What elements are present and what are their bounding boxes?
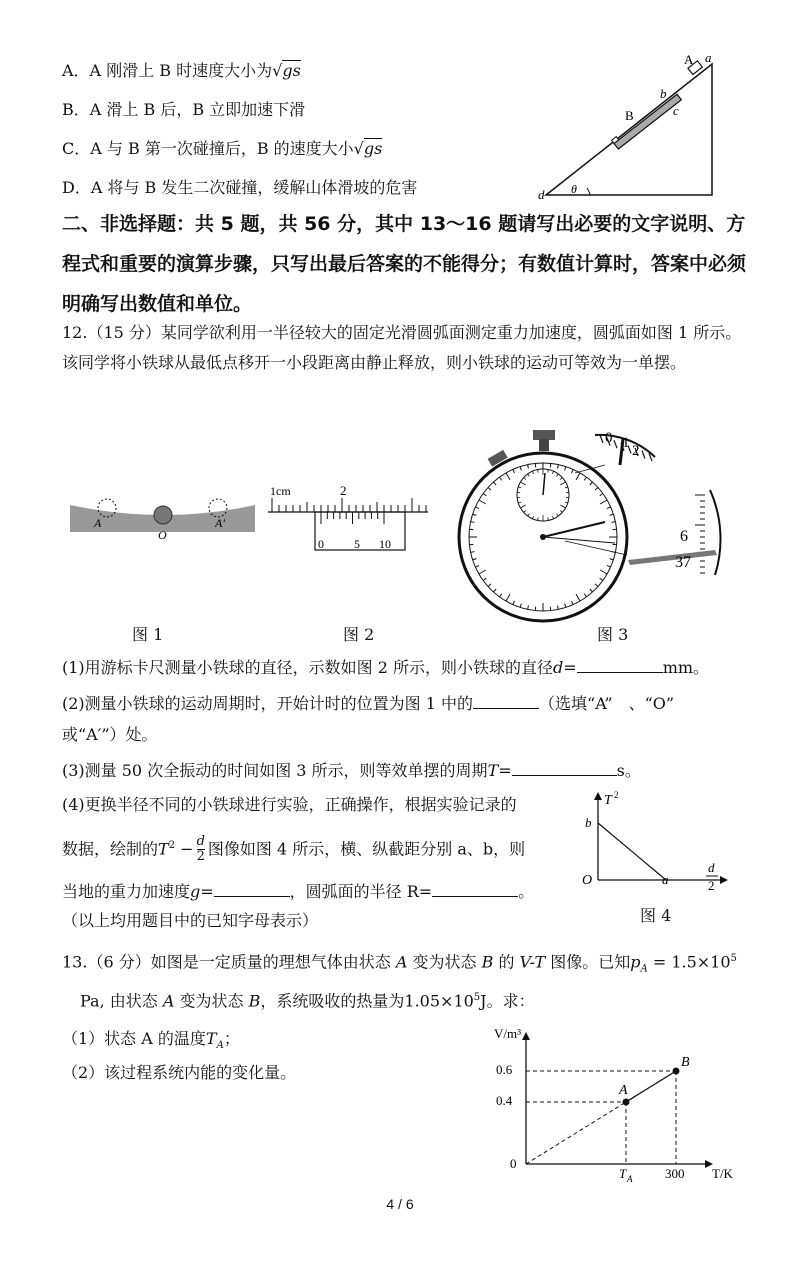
iron-ball [154,506,172,524]
zoom-6: 6 [680,528,688,545]
vt-graph [490,1020,750,1190]
q12-part4-g: g [190,882,201,901]
zoom-1: 1 [622,435,630,451]
zoom-0: 0 [605,430,613,446]
q12-part1 [62,656,709,679]
q13-line2-text-d: J。求： [480,991,535,1011]
q12-part2-line2: 或“A′”）处。 [62,725,158,744]
vt-point-a [623,1099,630,1106]
fig3-stopwatch [465,425,745,625]
sqrt-gs-a-arg: gs [282,61,301,80]
q12-intro: 12.（15 分）某同学欲利用一半径较大的固定光滑圆弧面测定重力加速度，圆弧面如图 1 所示。该同学将小铁球从最低点移开一小段距离由静止释放，则小铁球的运动可等效为一单摆。 [62,323,742,372]
fig4-ylabel: T [604,793,612,808]
fig2-v5: 5 [354,537,360,551]
label-c: c [673,103,679,118]
q12-part4-minus: − [175,839,194,859]
vt-y-arrow [522,1032,530,1040]
fig2-v0: 0 [318,537,324,551]
zoom-second-ticks [695,495,705,573]
answer-blank-start-position[interactable] [473,692,539,709]
q12-part4-line1: (4)更换半径不同的小铁球进行实验，正确操作，根据实验记录的 [62,795,517,814]
fig4-ysup: 2 [614,790,619,800]
vt-tick-TA-sub: A [627,1174,633,1184]
q12-part3-var: T [487,761,499,780]
frac-num: d [196,834,205,850]
label-a: a [705,50,712,65]
sqrt-gs-a: √gs [272,61,301,80]
q13-pA-sub: A [640,963,648,975]
board-b [612,91,682,149]
q13-vt: V-T [519,952,546,972]
label-B: B [625,108,634,123]
q13-line2 [80,987,535,1012]
label-theta: θ [571,182,577,196]
answer-blank-radius[interactable] [432,880,518,897]
answer-blank-diameter[interactable] [577,656,663,673]
q13-line1-text-d: 图像。已知 [550,952,631,972]
q12-part4-line4: （以上均用题目中的已知字母表示） [62,911,319,930]
q12-part2-hint: （选填“A” 、“O” [539,694,675,713]
q12-part1-unit: mm。 [662,658,710,677]
q12-part3 [62,759,641,782]
fig4-xden: 2 [708,878,715,893]
q13-pA: p [630,952,641,972]
fig1-arc-surface [70,490,270,570]
option-a-text: A．A 刚滑上 B 时速度大小为 [62,61,273,80]
sqrt-gs-c: √gs [353,139,383,158]
vt-origin: 0 [510,1156,517,1171]
label-b: b [660,86,667,101]
zoom-2: 2 [632,443,640,459]
option-d: D．A 将与 B 发生二次碰撞，缓解山体滑坡的危害 [62,178,418,197]
q12-part4-R-text: ，圆弧面的半径 R= [289,882,433,901]
q13-line2-text-a: Pa, 由状态 [80,991,158,1011]
fig4-O: O [582,873,593,888]
q13-ask1 [62,1028,240,1057]
q13-ask1-end: ； [223,1029,240,1048]
q12-part2 [62,692,674,715]
q12-part3-eq: = [498,761,512,780]
vt-ylabel: V/m³ [494,1026,522,1041]
q12-part4-line3 [62,880,534,903]
vernier-body [315,512,405,550]
fig4-xnum: d [708,860,715,875]
answer-blank-gravity[interactable] [214,880,290,897]
zoom-second-hand [628,550,717,565]
q13-line2-state-a: A [162,991,175,1011]
q13-line1-text-a: 13.（6 分）如图是一定质量的理想气体由状态 [62,952,391,972]
q13-state-b: B [481,952,494,972]
q13-line2-text-b: 变为状态 [179,991,244,1011]
incline-triangle [546,64,712,195]
crown-stem [539,439,549,451]
incline-figure [0,0,800,210]
theta-arc [587,188,590,195]
q13-ask1-T: T [205,1029,217,1048]
q12-part4-end: 。 [518,882,535,901]
label-A: A [684,52,694,67]
q13-line1-text-c: 的 [498,952,515,972]
q12-part4-g-text: 当地的重力加速度 [62,882,191,901]
q13-line2-text-c: ，系统吸收的热量为 [260,991,405,1011]
vt-label-A: A [619,1083,628,1098]
fig4-x-arrow [720,876,728,884]
q12-part1-eq: = [563,658,577,677]
fraction-d-over-2 [197,835,205,864]
option-b: B．A 滑上 B 后，B 立即加速下滑 [62,100,306,119]
vt-point-b [673,1068,680,1075]
q12-part3-text: (3)测量 50 次全振动的时间如图 3 所示，则等效单摆的周期 [62,761,488,780]
q13-ask1-sub: A [216,1040,224,1052]
fig2-caption: 图 2 [343,625,375,644]
answer-blank-period[interactable] [512,759,617,776]
q13-line1 [62,948,737,981]
vt-xlabel: T/K [712,1166,733,1181]
fig3-caption: 图 3 [597,625,629,644]
q12-part4-line2 [62,835,525,864]
vt-tick-TA: T [619,1166,627,1181]
q13-heat: 1.05×10 [404,991,474,1011]
fig2-vernier [268,480,448,560]
fig4-graph [580,790,740,900]
q13-ask1-text: （1）状态 A 的温度 [62,1029,206,1048]
crown-button [533,430,555,440]
section-2-heading: 二、非选择题：共 5 题，共 56 分，其中 13～16 题请写出必要的文字说明、方程式和重要的演算步骤，只写出最后答案的不能得分；有数值计算时，答案中必须明确写出数值和单位。 [62,213,747,315]
q12-part4-text-b: 图像如图 4 所示，横、纵截距分别 a、b，则 [207,839,526,859]
fig4-caption: 图 4 [640,906,672,925]
label-d: d [538,187,545,202]
fig4-b: b [585,815,592,830]
vt-tick-300: 300 [665,1166,685,1181]
q12-part4-T: T [158,839,169,859]
hand-pivot [540,534,546,540]
zoom-tick [614,440,617,448]
main-scale-ticks [272,498,426,512]
option-c-text: C．A 与 B 第一次碰撞后，B 的速度大小 [62,139,354,158]
fig1-A: A [94,516,102,530]
q13-pA-exp: 5 [730,953,737,964]
fig4-a: a [662,872,669,887]
q12-part4-sup: 2 [168,840,176,851]
fig2-unit: 1cm [270,484,291,498]
q12-part1-text: (1)用游标卡尺测量小铁球的直径，示数如图 2 所示，则小铁球的直径 [62,658,554,677]
fig1-caption: 图 1 [132,625,164,644]
q13-line1-text-b: 变为状态 [412,952,477,972]
vt-tick-04: 0.4 [496,1093,513,1108]
q12-part4-text-a: 数据，绘制的 [62,839,159,859]
vt-segment-ab [626,1071,676,1102]
frac-den: 2 [196,849,205,865]
q13-heat-exp: 5 [473,992,481,1003]
q13-ask2: （2）该过程系统内能的变化量。 [62,1063,297,1082]
vernier-ticks [321,512,384,524]
fig4-line [598,823,666,880]
zoom-tick [642,451,645,459]
page-number: 4 / 6 [386,1196,414,1212]
q13-pA-val: = 1.5×10 [647,952,731,972]
zoom-second-arc [710,490,720,575]
zoom-tick [600,435,603,443]
vt-label-B: B [681,1055,690,1070]
vt-dashed-extension [526,1102,626,1164]
fig1-O: O [158,528,167,542]
q13-line2-state-b: B [248,991,261,1011]
fig4-y-arrow [594,792,602,800]
q12-part3-unit: s。 [616,761,641,780]
q13-state-a: A [395,952,408,972]
sqrt-gs-c-arg: gs [363,139,383,158]
q12-part2-text: (2)测量小铁球的运动周期时，开始计时的位置为图 1 中的 [62,694,474,713]
fig1-A2: A′ [215,516,225,530]
fig2-v10: 10 [379,537,391,551]
q12-part1-var: d [553,658,564,677]
q12-part4-eq: = [200,882,214,901]
fig2-main-2: 2 [340,483,347,498]
vt-tick-06: 0.6 [496,1062,513,1077]
zoom-37: 37 [675,554,691,571]
